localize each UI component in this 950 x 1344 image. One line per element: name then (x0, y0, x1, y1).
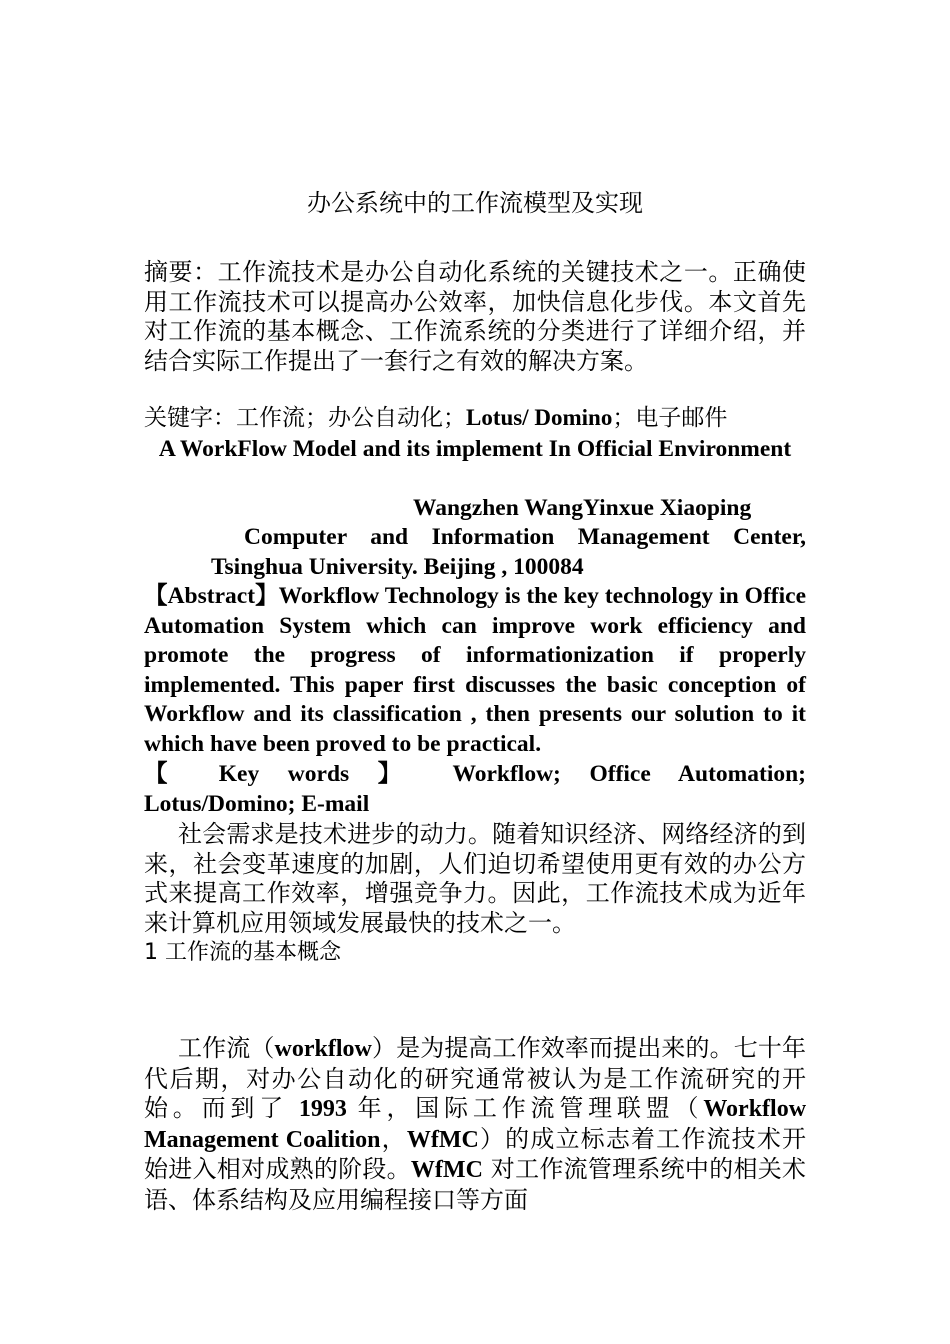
english-keywords-line-2: Lotus/Domino; E-mail (144, 790, 370, 817)
section-paragraph-latin: Workflow Management Coalition (144, 1096, 807, 1153)
section-paragraph-latin: WfMC (406, 1126, 479, 1153)
affiliation (144, 523, 806, 582)
section-paragraph-text: 工作流（ (178, 1034, 275, 1062)
section-paragraph-latin: 1993 (288, 1096, 358, 1122)
intro-paragraph: 社会需求是技术进步的动力。随着知识经济、网络经济的到来，社会变革速度的加剧，人们迫切希望使用更有效的办公方式来提高工作效率，增强竞争力。因此，工作流技术成为近年来计算机应用领域发展最快的技术之一。 (144, 820, 806, 937)
chinese-keywords-rest: ；电子邮件 (612, 405, 728, 431)
chinese-keywords-latin: Lotus/ Domino (466, 405, 613, 430)
english-keywords-line-1: 【 Key words 】 Workflow; Office Automation; (144, 761, 806, 787)
chinese-abstract: 摘要：工作流技术是办公自动化系统的关键技术之一。正确使用工作流技术可以提高办公效率，加快信息化步伐。本文首先对工作流的基本概念、工作流系统的分类进行了详细介绍，并结合实际工作提出了一套行之有效的解决方案。 (144, 258, 806, 375)
chinese-keywords-label: 关键字：工作流；办公自动化； (144, 405, 466, 431)
section-paragraph-text: ）是为提高工作效率而提出来的。七十年代后期，对办公自动化的研究通常被认为是工作流研究的开始。而到了 (144, 1034, 807, 1122)
english-abstract: 【Abstract】Workflow Technology is the key technology in Office Automation System which can improve work efficiency and promote the progress of informationization if properly implemented. This paper first discusses the basic conception of Workflow and its classification , then presents our solution to it which have been proved to be practical. (144, 583, 806, 757)
english-keywords (144, 760, 806, 819)
affiliation-line-2: Tsinghua University. Beijing , 100084 (211, 553, 584, 580)
authors: Wangzhen WangYinxue Xiaoping (413, 495, 752, 521)
affiliation-line-1: Computer and Information Management Center, (244, 524, 806, 550)
paper-title: 办公系统中的工作流模型及实现 (307, 189, 643, 217)
english-title: A WorkFlow Model and its implement In Official Environment (158, 436, 792, 462)
document-page (144, 0, 806, 1344)
section-paragraph-text: ， (380, 1124, 407, 1153)
section-paragraph-text: 年，国际工作流管理联盟（ (357, 1094, 704, 1122)
section-paragraph-text: 对工作流管理系统中的相关术语、体系结构及应用编程接口等方面 (144, 1155, 806, 1214)
section-paragraph-latin: workflow (274, 1036, 372, 1062)
section-paragraph-text: ）的成立标志着工作流技术开始进入相对成熟的阶段。 (144, 1124, 807, 1183)
section-paragraph (144, 1034, 806, 1215)
section-paragraph-latin: WfMC (410, 1157, 483, 1183)
chinese-keywords (144, 403, 806, 433)
section-heading: 1 工作流的基本概念 (144, 940, 341, 965)
